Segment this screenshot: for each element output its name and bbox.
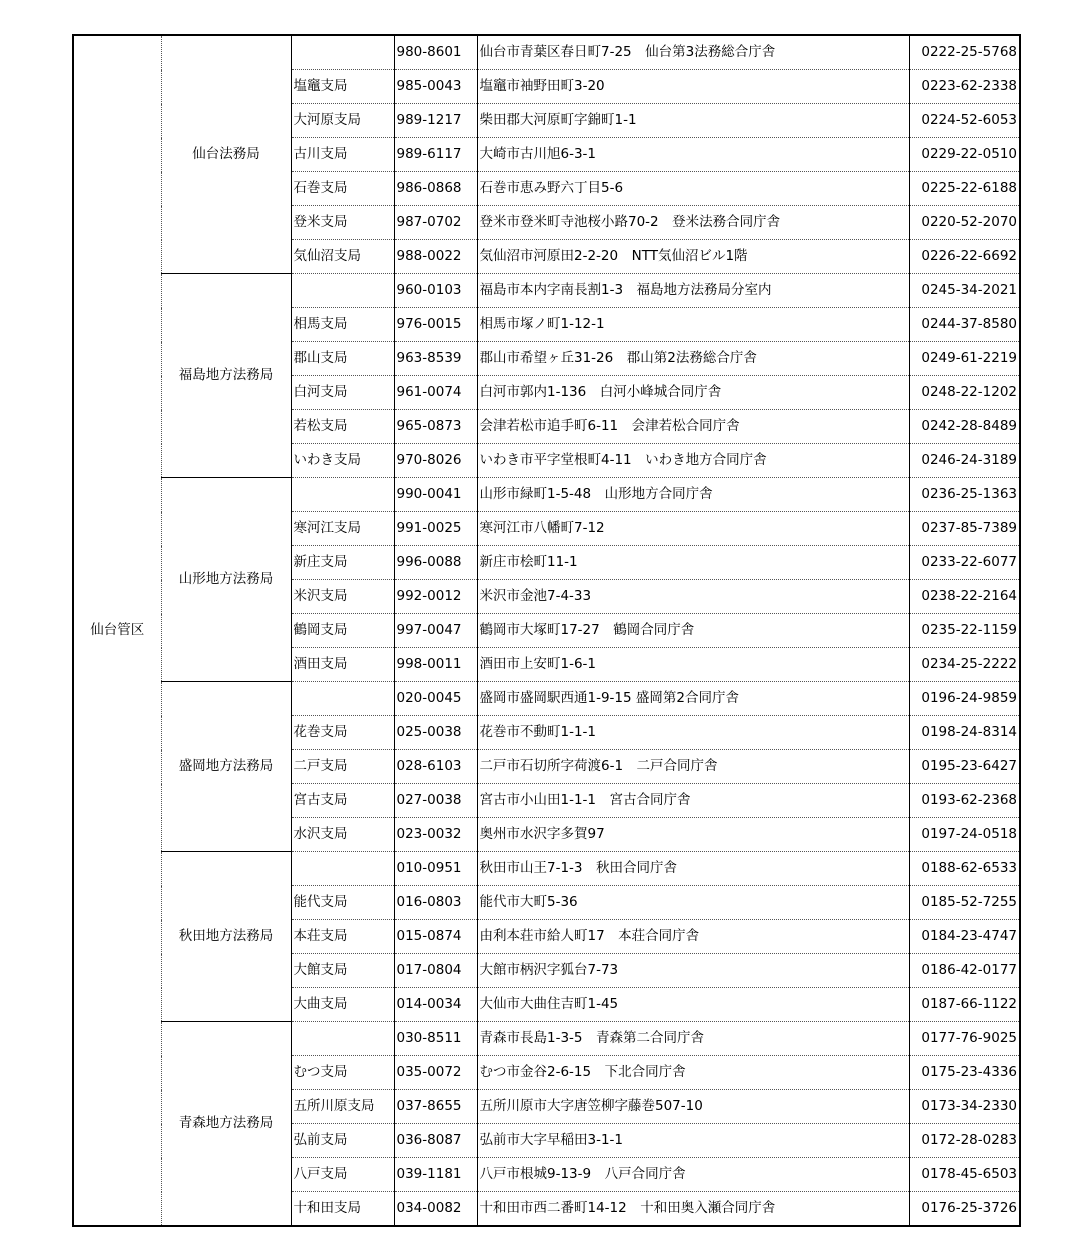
- table-row: [73, 682, 1020, 716]
- address: 青森市長島1-3-5 青森第二合同庁舎: [477, 1022, 909, 1056]
- branch-name: [291, 1022, 394, 1056]
- postal-code: 039-1181: [394, 1158, 477, 1192]
- branch-name: [291, 478, 394, 512]
- phone-number: 0185-52-7255: [909, 886, 1020, 920]
- phone-number: 0193-62-2368: [909, 784, 1020, 818]
- postal-code: 037-8655: [394, 1090, 477, 1124]
- address: 盛岡市盛岡駅西通1-9-15 盛岡第2合同庁舎: [477, 682, 909, 716]
- address: 石巻市恵み野六丁目5-6: [477, 172, 909, 206]
- postal-code: 998-0011: [394, 648, 477, 682]
- postal-code: 987-0702: [394, 206, 477, 240]
- branch-name: 宮古支局: [291, 784, 394, 818]
- postal-code: 992-0012: [394, 580, 477, 614]
- phone-number: 0173-34-2330: [909, 1090, 1020, 1124]
- branch-name: 十和田支局: [291, 1192, 394, 1227]
- postal-code: 963-8539: [394, 342, 477, 376]
- postal-code: 985-0043: [394, 70, 477, 104]
- branch-name: [291, 274, 394, 308]
- postal-code: 980-8601: [394, 35, 477, 70]
- branch-name: 相馬支局: [291, 308, 394, 342]
- postal-code: 035-0072: [394, 1056, 477, 1090]
- phone-number: 0248-22-1202: [909, 376, 1020, 410]
- branch-name: [291, 682, 394, 716]
- address: むつ市金谷2-6-15 下北合同庁舎: [477, 1056, 909, 1090]
- postal-code: 016-0803: [394, 886, 477, 920]
- address: 寒河江市八幡町7-12: [477, 512, 909, 546]
- phone-number: 0197-24-0518: [909, 818, 1020, 852]
- phone-number: 0175-23-4336: [909, 1056, 1020, 1090]
- address: 由利本荘市給人町17 本荘合同庁舎: [477, 920, 909, 954]
- branch-name: いわき支局: [291, 444, 394, 478]
- branch-name: 本荘支局: [291, 920, 394, 954]
- postal-code: 991-0025: [394, 512, 477, 546]
- phone-number: 0229-22-0510: [909, 138, 1020, 172]
- postal-code: 023-0032: [394, 818, 477, 852]
- branch-name: 水沢支局: [291, 818, 394, 852]
- address: 新庄市桧町11-1: [477, 546, 909, 580]
- phone-number: 0176-25-3726: [909, 1192, 1020, 1227]
- kanku-name: 仙台管区: [73, 35, 161, 1226]
- office-name: 青森地方法務局: [161, 1022, 291, 1227]
- branch-name: 二戸支局: [291, 750, 394, 784]
- phone-number: 0222-25-5768: [909, 35, 1020, 70]
- postal-code: 961-0074: [394, 376, 477, 410]
- office-directory-body: [73, 35, 1020, 1226]
- address: 能代市大町5-36: [477, 886, 909, 920]
- postal-code: 036-8087: [394, 1124, 477, 1158]
- phone-number: 0237-85-7389: [909, 512, 1020, 546]
- office-directory-table: [72, 34, 1021, 1227]
- phone-number: 0195-23-6427: [909, 750, 1020, 784]
- address: 宮古市小山田1-1-1 宮古合同庁舎: [477, 784, 909, 818]
- branch-name: 大河原支局: [291, 104, 394, 138]
- branch-name: 気仙沼支局: [291, 240, 394, 274]
- branch-name: 五所川原支局: [291, 1090, 394, 1124]
- postal-code: 010-0951: [394, 852, 477, 886]
- branch-name: 弘前支局: [291, 1124, 394, 1158]
- branch-name: 登米支局: [291, 206, 394, 240]
- address: 酒田市上安町1-6-1: [477, 648, 909, 682]
- phone-number: 0246-24-3189: [909, 444, 1020, 478]
- branch-name: 白河支局: [291, 376, 394, 410]
- phone-number: 0178-45-6503: [909, 1158, 1020, 1192]
- postal-code: 027-0038: [394, 784, 477, 818]
- address: 郡山市希望ヶ丘31-26 郡山第2法務総合庁舎: [477, 342, 909, 376]
- branch-name: 石巻支局: [291, 172, 394, 206]
- phone-number: 0198-24-8314: [909, 716, 1020, 750]
- address: 奥州市水沢字多賀97: [477, 818, 909, 852]
- phone-number: 0187-66-1122: [909, 988, 1020, 1022]
- postal-code: 030-8511: [394, 1022, 477, 1056]
- phone-number: 0188-62-6533: [909, 852, 1020, 886]
- branch-name: [291, 35, 394, 70]
- phone-number: 0245-34-2021: [909, 274, 1020, 308]
- phone-number: 0184-23-4747: [909, 920, 1020, 954]
- postal-code: 017-0804: [394, 954, 477, 988]
- phone-number: 0249-61-2219: [909, 342, 1020, 376]
- branch-name: 大曲支局: [291, 988, 394, 1022]
- phone-number: 0225-22-6188: [909, 172, 1020, 206]
- address: 相馬市塚ノ町1-12-1: [477, 308, 909, 342]
- address: 仙台市青葉区春日町7-25 仙台第3法務総合庁舎: [477, 35, 909, 70]
- branch-name: 古川支局: [291, 138, 394, 172]
- postal-code: 960-0103: [394, 274, 477, 308]
- branch-name: 寒河江支局: [291, 512, 394, 546]
- office-name: 秋田地方法務局: [161, 852, 291, 1022]
- address: 柴田郡大河原町字錦町1-1: [477, 104, 909, 138]
- phone-number: 0236-25-1363: [909, 478, 1020, 512]
- postal-code: 028-6103: [394, 750, 477, 784]
- postal-code: 990-0041: [394, 478, 477, 512]
- address: 登米市登米町寺池桜小路70-2 登米法務合同庁舎: [477, 206, 909, 240]
- address: 大館市柄沢字狐台7-73: [477, 954, 909, 988]
- phone-number: 0242-28-8489: [909, 410, 1020, 444]
- address: 弘前市大字早稲田3-1-1: [477, 1124, 909, 1158]
- phone-number: 0235-22-1159: [909, 614, 1020, 648]
- table-row: [73, 1022, 1020, 1056]
- branch-name: 鶴岡支局: [291, 614, 394, 648]
- postal-code: 014-0034: [394, 988, 477, 1022]
- address: 五所川原市大字唐笠柳字藤巻507-10: [477, 1090, 909, 1124]
- branch-name: 郡山支局: [291, 342, 394, 376]
- address: 十和田市西二番町14-12 十和田奥入瀬合同庁舎: [477, 1192, 909, 1227]
- postal-code: 996-0088: [394, 546, 477, 580]
- address: 白河市郭内1-136 白河小峰城合同庁舎: [477, 376, 909, 410]
- branch-name: 花巻支局: [291, 716, 394, 750]
- branch-name: 米沢支局: [291, 580, 394, 614]
- office-name: 仙台法務局: [161, 35, 291, 274]
- address: 米沢市金池7-4-33: [477, 580, 909, 614]
- postal-code: 970-8026: [394, 444, 477, 478]
- branch-name: 塩竈支局: [291, 70, 394, 104]
- branch-name: 新庄支局: [291, 546, 394, 580]
- branch-name: 酒田支局: [291, 648, 394, 682]
- postal-code: 986-0868: [394, 172, 477, 206]
- branch-name: 能代支局: [291, 886, 394, 920]
- postal-code: 976-0015: [394, 308, 477, 342]
- address: 大仙市大曲住吉町1-45: [477, 988, 909, 1022]
- office-name: 盛岡地方法務局: [161, 682, 291, 852]
- table-row: [73, 478, 1020, 512]
- branch-name: 大館支局: [291, 954, 394, 988]
- branch-name: [291, 852, 394, 886]
- office-name: 山形地方法務局: [161, 478, 291, 682]
- address: 塩竈市袖野田町3-20: [477, 70, 909, 104]
- phone-number: 0196-24-9859: [909, 682, 1020, 716]
- phone-number: 0234-25-2222: [909, 648, 1020, 682]
- branch-name: むつ支局: [291, 1056, 394, 1090]
- postal-code: 989-1217: [394, 104, 477, 138]
- address: 福島市本内字南長割1-3 福島地方法務局分室内: [477, 274, 909, 308]
- phone-number: 0172-28-0283: [909, 1124, 1020, 1158]
- address: 花巻市不動町1-1-1: [477, 716, 909, 750]
- postal-code: 988-0022: [394, 240, 477, 274]
- postal-code: 997-0047: [394, 614, 477, 648]
- postal-code: 020-0045: [394, 682, 477, 716]
- phone-number: 0177-76-9025: [909, 1022, 1020, 1056]
- postal-code: 989-6117: [394, 138, 477, 172]
- address: 会津若松市追手町6-11 会津若松合同庁舎: [477, 410, 909, 444]
- address: 山形市緑町1-5-48 山形地方合同庁舎: [477, 478, 909, 512]
- table-row: [73, 35, 1020, 70]
- address: 大崎市古川旭6-3-1: [477, 138, 909, 172]
- address: 鶴岡市大塚町17-27 鶴岡合同庁舎: [477, 614, 909, 648]
- postal-code: 015-0874: [394, 920, 477, 954]
- table-row: [73, 852, 1020, 886]
- branch-name: 若松支局: [291, 410, 394, 444]
- branch-name: 八戸支局: [291, 1158, 394, 1192]
- address: 八戸市根城9-13-9 八戸合同庁舎: [477, 1158, 909, 1192]
- office-name: 福島地方法務局: [161, 274, 291, 478]
- phone-number: 0233-22-6077: [909, 546, 1020, 580]
- address: いわき市平字堂根町4-11 いわき地方合同庁舎: [477, 444, 909, 478]
- postal-code: 025-0038: [394, 716, 477, 750]
- address: 秋田市山王7-1-3 秋田合同庁舎: [477, 852, 909, 886]
- postal-code: 034-0082: [394, 1192, 477, 1227]
- phone-number: 0244-37-8580: [909, 308, 1020, 342]
- table-row: [73, 274, 1020, 308]
- address: 気仙沼市河原田2-2-20 NTT気仙沼ビル1階: [477, 240, 909, 274]
- phone-number: 0226-22-6692: [909, 240, 1020, 274]
- address: 二戸市石切所字荷渡6-1 二戸合同庁舎: [477, 750, 909, 784]
- postal-code: 965-0873: [394, 410, 477, 444]
- phone-number: 0186-42-0177: [909, 954, 1020, 988]
- phone-number: 0224-52-6053: [909, 104, 1020, 138]
- phone-number: 0238-22-2164: [909, 580, 1020, 614]
- phone-number: 0223-62-2338: [909, 70, 1020, 104]
- phone-number: 0220-52-2070: [909, 206, 1020, 240]
